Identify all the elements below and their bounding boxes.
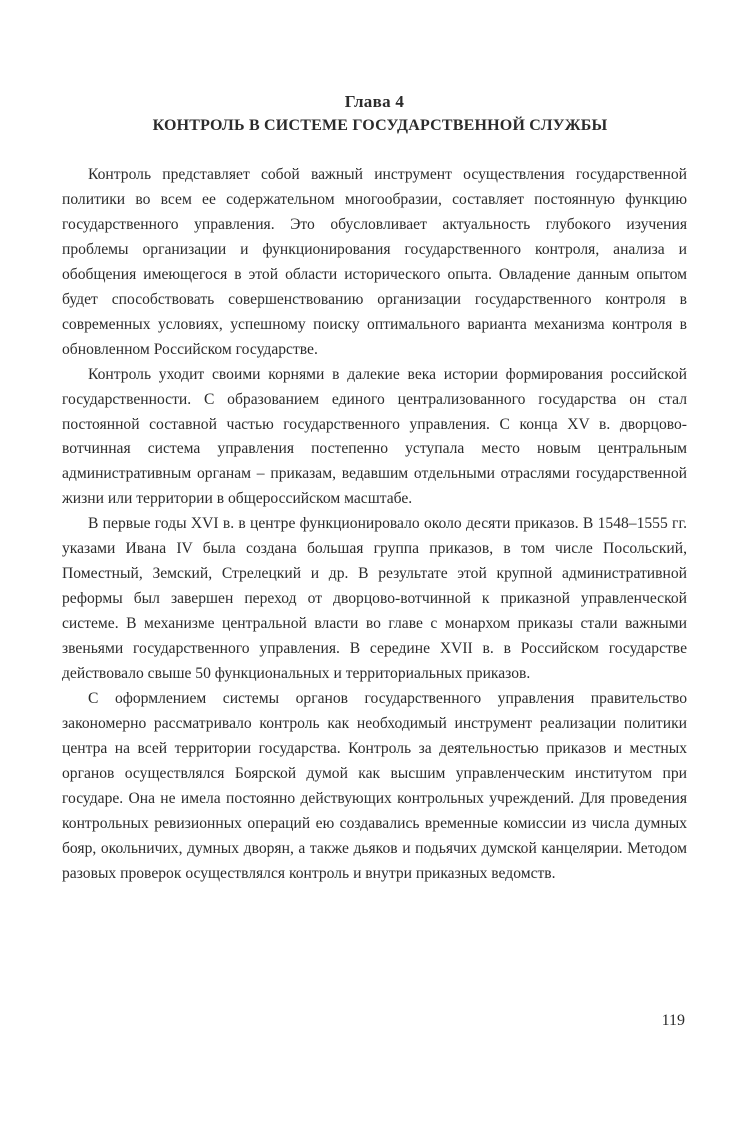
paragraph: Контроль уходит своими корнями в далекие века истории формирования российской государственности. С образованием единого централизованного государства он стал постоянной составной частью государственного управления. С конца XV в. дворцово-вотчинная система управления постепенно уступала место новым центральным административным органам – приказам, ведавшим отдельными отраслями государственной жизни или территории в общероссийском масштабе.	[62, 365, 687, 508]
page-number: 119	[661, 1012, 685, 1029]
paragraph: Контроль представляет собой важный инструмент осуществления государственной политики во всем ее содержательном многообразии, составляет постоянную функцию государственного управления. Это обусловливает актуальность глубокого изучения проблемы организации и функционирования государственного контроля, анализа и обобщения имеющегося в этой области исторического опыта. Овладение данным опытом будет способствовать совершенствованию организации государственного контроля в современных условиях, успешному поиску оптимального варианта механизма контроля в обновленном Российском государстве.	[62, 166, 687, 358]
chapter-title: КОНТРОЛЬ В СИСТЕМЕ ГОСУДАРСТВЕННОЙ СЛУЖБЫ	[152, 117, 608, 134]
body-text	[62, 163, 687, 887]
paragraph: С оформлением системы органов государственного управления правительство закономерно рассматривало контроль как необходимый инструмент реализации политики центра на всей территории государства. Контроль за деятельностью приказов и местных органов осуществлялся Боярской думой как высшим управленческим институтом при государе. Она не имела постоянно действующих контрольных учреждений. Для проведения контрольных ревизионных операций ею создавались временные комиссии из числа думных бояр, окольничих, думных дворян, а также дьяков и подьячих думской канцелярии. Методом разовых проверок осуществлялся контроль и внутри приказных ведомств.	[62, 690, 687, 882]
chapter-label: Глава 4	[344, 92, 405, 111]
paragraph: В первые годы XVI в. в центре функционировало около десяти приказов. В 1548–1555 гг. указами Ивана IV была создана большая группа приказов, в том числе Посольский, Поместный, Земский, Стрелецкий и др. В результате этой крупной административной реформы был завершен переход от дворцово-вотчинной к приказной управленческой системе. В механизме центральной власти во главе с монархом приказы стали важными звеньями государственного управления. В середине XVII в. в Российском государстве действовало свыше 50 функциональных и территориальных приказов.	[62, 515, 687, 683]
